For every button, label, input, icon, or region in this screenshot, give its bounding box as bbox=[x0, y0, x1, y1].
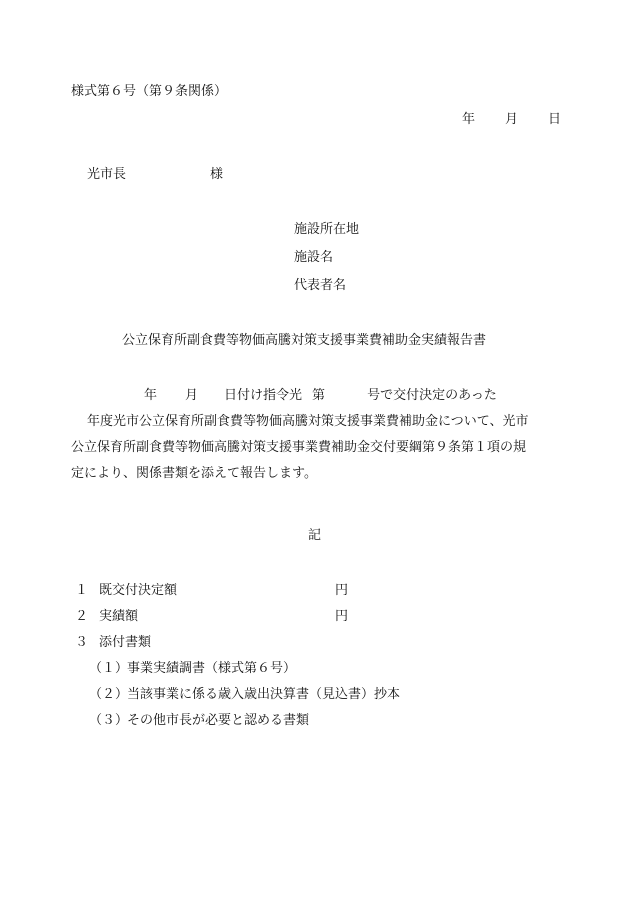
date-month-label: 月 bbox=[505, 112, 519, 127]
item-label: 実績額 bbox=[99, 609, 139, 624]
item-label: 添付書類 bbox=[99, 635, 152, 650]
attachment-row bbox=[75, 661, 400, 687]
addressee-name: 光市長 bbox=[87, 167, 127, 182]
item-row bbox=[75, 609, 400, 635]
item-number: １ bbox=[75, 583, 89, 598]
attachment-row bbox=[75, 687, 400, 713]
body-dai: 第 bbox=[312, 388, 326, 403]
date-day-label: 日 bbox=[548, 112, 562, 127]
body-year: 年 bbox=[144, 388, 158, 403]
applicant-block bbox=[294, 222, 359, 306]
attachment-number: （３） bbox=[89, 713, 129, 728]
representative-label: 代表者名 bbox=[294, 278, 347, 293]
body-date-phrase: 日付け指令光 bbox=[224, 388, 303, 403]
addressee-honorific: 様 bbox=[210, 167, 224, 182]
item-row bbox=[75, 635, 400, 661]
body-month: 月 bbox=[185, 388, 199, 403]
attachment-number: （２） bbox=[89, 687, 129, 702]
facility-address-label: 施設所在地 bbox=[294, 222, 360, 237]
item-unit: 円 bbox=[335, 583, 349, 598]
date-year-label: 年 bbox=[462, 112, 476, 127]
ki-heading: 記 bbox=[308, 528, 322, 543]
body-line-1 bbox=[71, 388, 571, 414]
attachment-label: 事業実績調書（様式第６号） bbox=[127, 661, 297, 676]
item-number: ２ bbox=[75, 609, 89, 624]
attachment-number: （１） bbox=[89, 661, 129, 676]
attachment-row bbox=[75, 713, 400, 739]
item-number: ３ bbox=[75, 635, 89, 650]
attachment-label: 当該事業に係る歳入歳出決算書（見込書）抄本 bbox=[127, 687, 401, 702]
body-line-2: 年度光市公立保育所副食費等物価高騰対策支援事業費補助金について、光市 bbox=[87, 414, 529, 429]
item-label: 既交付決定額 bbox=[99, 583, 178, 598]
facility-name-label: 施設名 bbox=[294, 250, 334, 265]
attachment-label: その他市長が必要と認める書類 bbox=[127, 713, 310, 728]
item-list bbox=[75, 583, 400, 739]
body-paragraph bbox=[71, 388, 571, 492]
form-number: 様式第６号（第９条関係） bbox=[71, 84, 228, 99]
body-line-3: 公立保育所副食費等物価高騰対策支援事業費補助金交付要綱第９条第１項の規 bbox=[71, 440, 527, 455]
report-date bbox=[462, 112, 561, 128]
body-line-4: 定により、関係書類を添えて報告します。 bbox=[71, 466, 317, 481]
item-row bbox=[75, 583, 400, 609]
body-suffix: 号で交付決定のあった bbox=[367, 388, 497, 403]
addressee bbox=[87, 167, 223, 183]
document-title: 公立保育所副食費等物価高騰対策支援事業費補助金実績報告書 bbox=[122, 333, 487, 348]
item-unit: 円 bbox=[335, 609, 349, 624]
